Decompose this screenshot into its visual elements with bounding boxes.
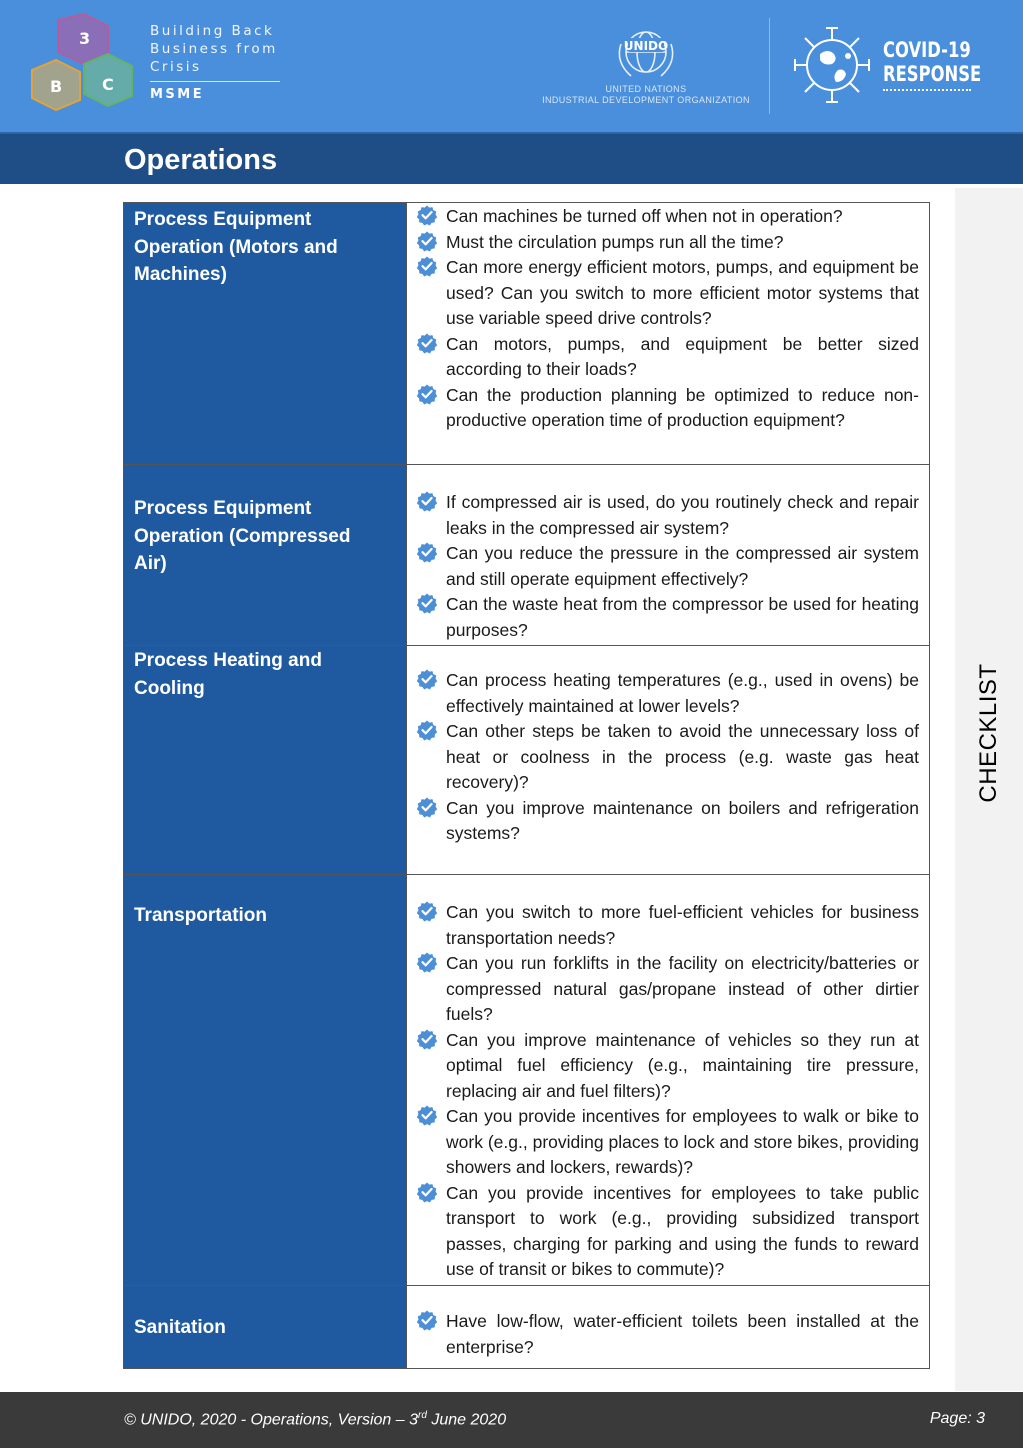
check-badge-icon [416,383,438,405]
check-badge-icon [416,1309,438,1331]
check-badge-icon [416,1181,438,1203]
check-badge-icon [416,490,438,512]
page-footer [0,1392,1023,1448]
checklist-item-text: Can process heating temperatures (e.g., used in ovens) be effectively maintained at lower levels? [446,670,919,716]
checklist-item-text: Can more energy efficient motors, pumps, and equipment be used? Can you switch to more efficient motor systems that use variable speed drive controls? [446,257,919,328]
category-label: Transportation [134,905,268,926]
unido-logo [540,22,752,106]
checklist-item [407,1181,929,1283]
checklist-item-text: Can you improve maintenance on boilers and refrigeration systems? [446,797,919,843]
checklist-item-text: Can other steps be taken to avoid the unnecessary loss of heat or coolness in the process (e.g. waste gas heat recovery)? [446,721,919,792]
unido-name-line-1: UNITED NATIONS [605,84,687,94]
checklist-row [124,875,930,1286]
check-badge-icon [416,796,438,818]
checklist-item [407,541,929,592]
unido-emblem-icon [611,22,681,84]
footer-ordinal-suffix: rd [418,1410,427,1421]
checklist-item-text: Can you provide incentives for employees to walk or bike to work (e.g., providing places to lock and store bikes, providing showers and lockers, rewards)? [446,1106,919,1177]
items-cell [407,875,930,1286]
items-cell [407,465,930,646]
checklist-row [124,646,930,875]
bbbc-logo-text [150,22,280,102]
unido-name-line-2: INDUSTRIAL DEVELOPMENT ORGANIZATION [542,95,750,105]
check-badge-icon [416,541,438,563]
check-badge-icon [416,255,438,277]
checklist-item [407,951,929,1028]
checklist-table [123,202,930,1369]
checklist-item-text: Can motors, pumps, and equipment be better sized according to their loads? [446,333,919,379]
logo-line-3: Crisis [150,59,202,75]
logo-msme: MSME [150,87,205,102]
category-cell [124,875,407,1286]
checklist-item-text: Can the waste heat from the compressor be used for heating purposes? [446,594,919,640]
check-badge-icon [416,332,438,354]
logo-line-1: Building Back [150,23,275,39]
checklist-item [407,383,929,434]
footer-copyright-prefix: © UNIDO, 2020 - Operations, Version – 3 [124,1411,418,1429]
covid-dotted-rule [883,89,971,91]
covid-response-label [883,38,1009,91]
check-badge-icon [416,668,438,690]
header-divider [769,18,770,114]
checklist-item-text: Can the production planning be optimized to reduce non-productive operation time of production equipment? [446,384,919,430]
unido-mark-text: UNIDO [623,39,669,53]
category-label: Process Equipment Operation (Compressed Air) [134,498,351,574]
checklist-item-text: Can machines be turned off when not in operation? [446,206,843,226]
checklist-item [407,204,929,230]
check-badge-icon [416,1104,438,1126]
footer-copyright-date: June 2020 [426,1411,507,1429]
covid-virus-globe-icon [790,22,874,108]
page-title: Operations [124,144,278,176]
logo-divider [150,81,280,82]
footer-page-number: Page: 3 [929,1410,985,1427]
bbbc-cube-logo [28,12,140,124]
checklist-item-text: Can you run forklifts in the facility on electricity/batteries or compressed natural gas/propane instead of other dirtier fuels? [446,953,919,1024]
title-band [0,132,1023,184]
check-badge-icon [416,1028,438,1050]
covid-line-2: RESPONSE [883,62,982,86]
category-cell [124,646,407,875]
checklist-row [124,465,930,646]
category-label: Process Equipment Operation (Motors and Machines) [134,209,338,285]
checklist-item-text: Can you reduce the pressure in the compressed air system and still operate equipment effectively? [446,543,919,589]
check-badge-icon [416,719,438,741]
checklist-item-text: Have low-flow, water-efficient toilets been installed at the enterprise? [446,1311,919,1357]
checklist-item-text: Can you provide incentives for employees to take public transport to work (e.g., providing subsidized transport passes, charging for parking and using the funds to reward use of transit or bikes to commute)? [446,1182,919,1279]
category-cell [124,1286,407,1369]
page-header [0,0,1023,132]
checklist-item [407,719,929,796]
checklist-body [124,203,930,1369]
check-badge-icon [416,900,438,922]
items-cell [407,646,930,875]
checklist-item-text: If compressed air is used, do you routinely check and repair leaks in the compressed air system? [446,492,919,538]
checklist-item [407,255,929,332]
checklist-sidebar-label: CHECKLIST [975,663,1002,803]
cube-letter-b: B [50,77,63,96]
covid-line-1: COVID-19 [883,38,971,62]
checklist-item [407,490,929,541]
items-cell [407,1286,930,1369]
category-cell [124,465,407,646]
checklist-item [407,1309,929,1360]
checklist-item-text: Must the circulation pumps run all the time? [446,231,784,252]
checklist-item [407,1104,929,1181]
checklist-item [407,796,929,847]
check-badge-icon [416,204,438,226]
check-badge-icon [416,230,438,252]
checklist-item-text: Can you switch to more fuel-efficient vehicles for business transportation needs? [446,902,919,948]
checklist-item [407,230,929,256]
check-badge-icon [416,951,438,973]
checklist-item-text: Can you improve maintenance of vehicles so they run at optimal fuel efficiency (e.g., maintaining tire pressure, replacing air and fuel filters)? [446,1029,919,1101]
logo-line-2: Business from [150,41,278,57]
checklist-item [407,668,929,719]
checklist-item [407,1028,929,1105]
checklist-item [407,900,929,951]
category-label: Process Heating and Cooling [134,650,322,699]
footer-copyright [124,1410,506,1429]
category-label: Sanitation [134,1317,226,1338]
checklist-item [407,332,929,383]
category-cell [124,203,407,465]
check-badge-icon [416,592,438,614]
checklist-item [407,592,929,643]
items-cell [407,203,930,465]
checklist-row [124,1286,930,1369]
cube-letter-c: C [102,75,114,94]
checklist-row [124,203,930,465]
cube-letter-3: 3 [79,29,91,48]
